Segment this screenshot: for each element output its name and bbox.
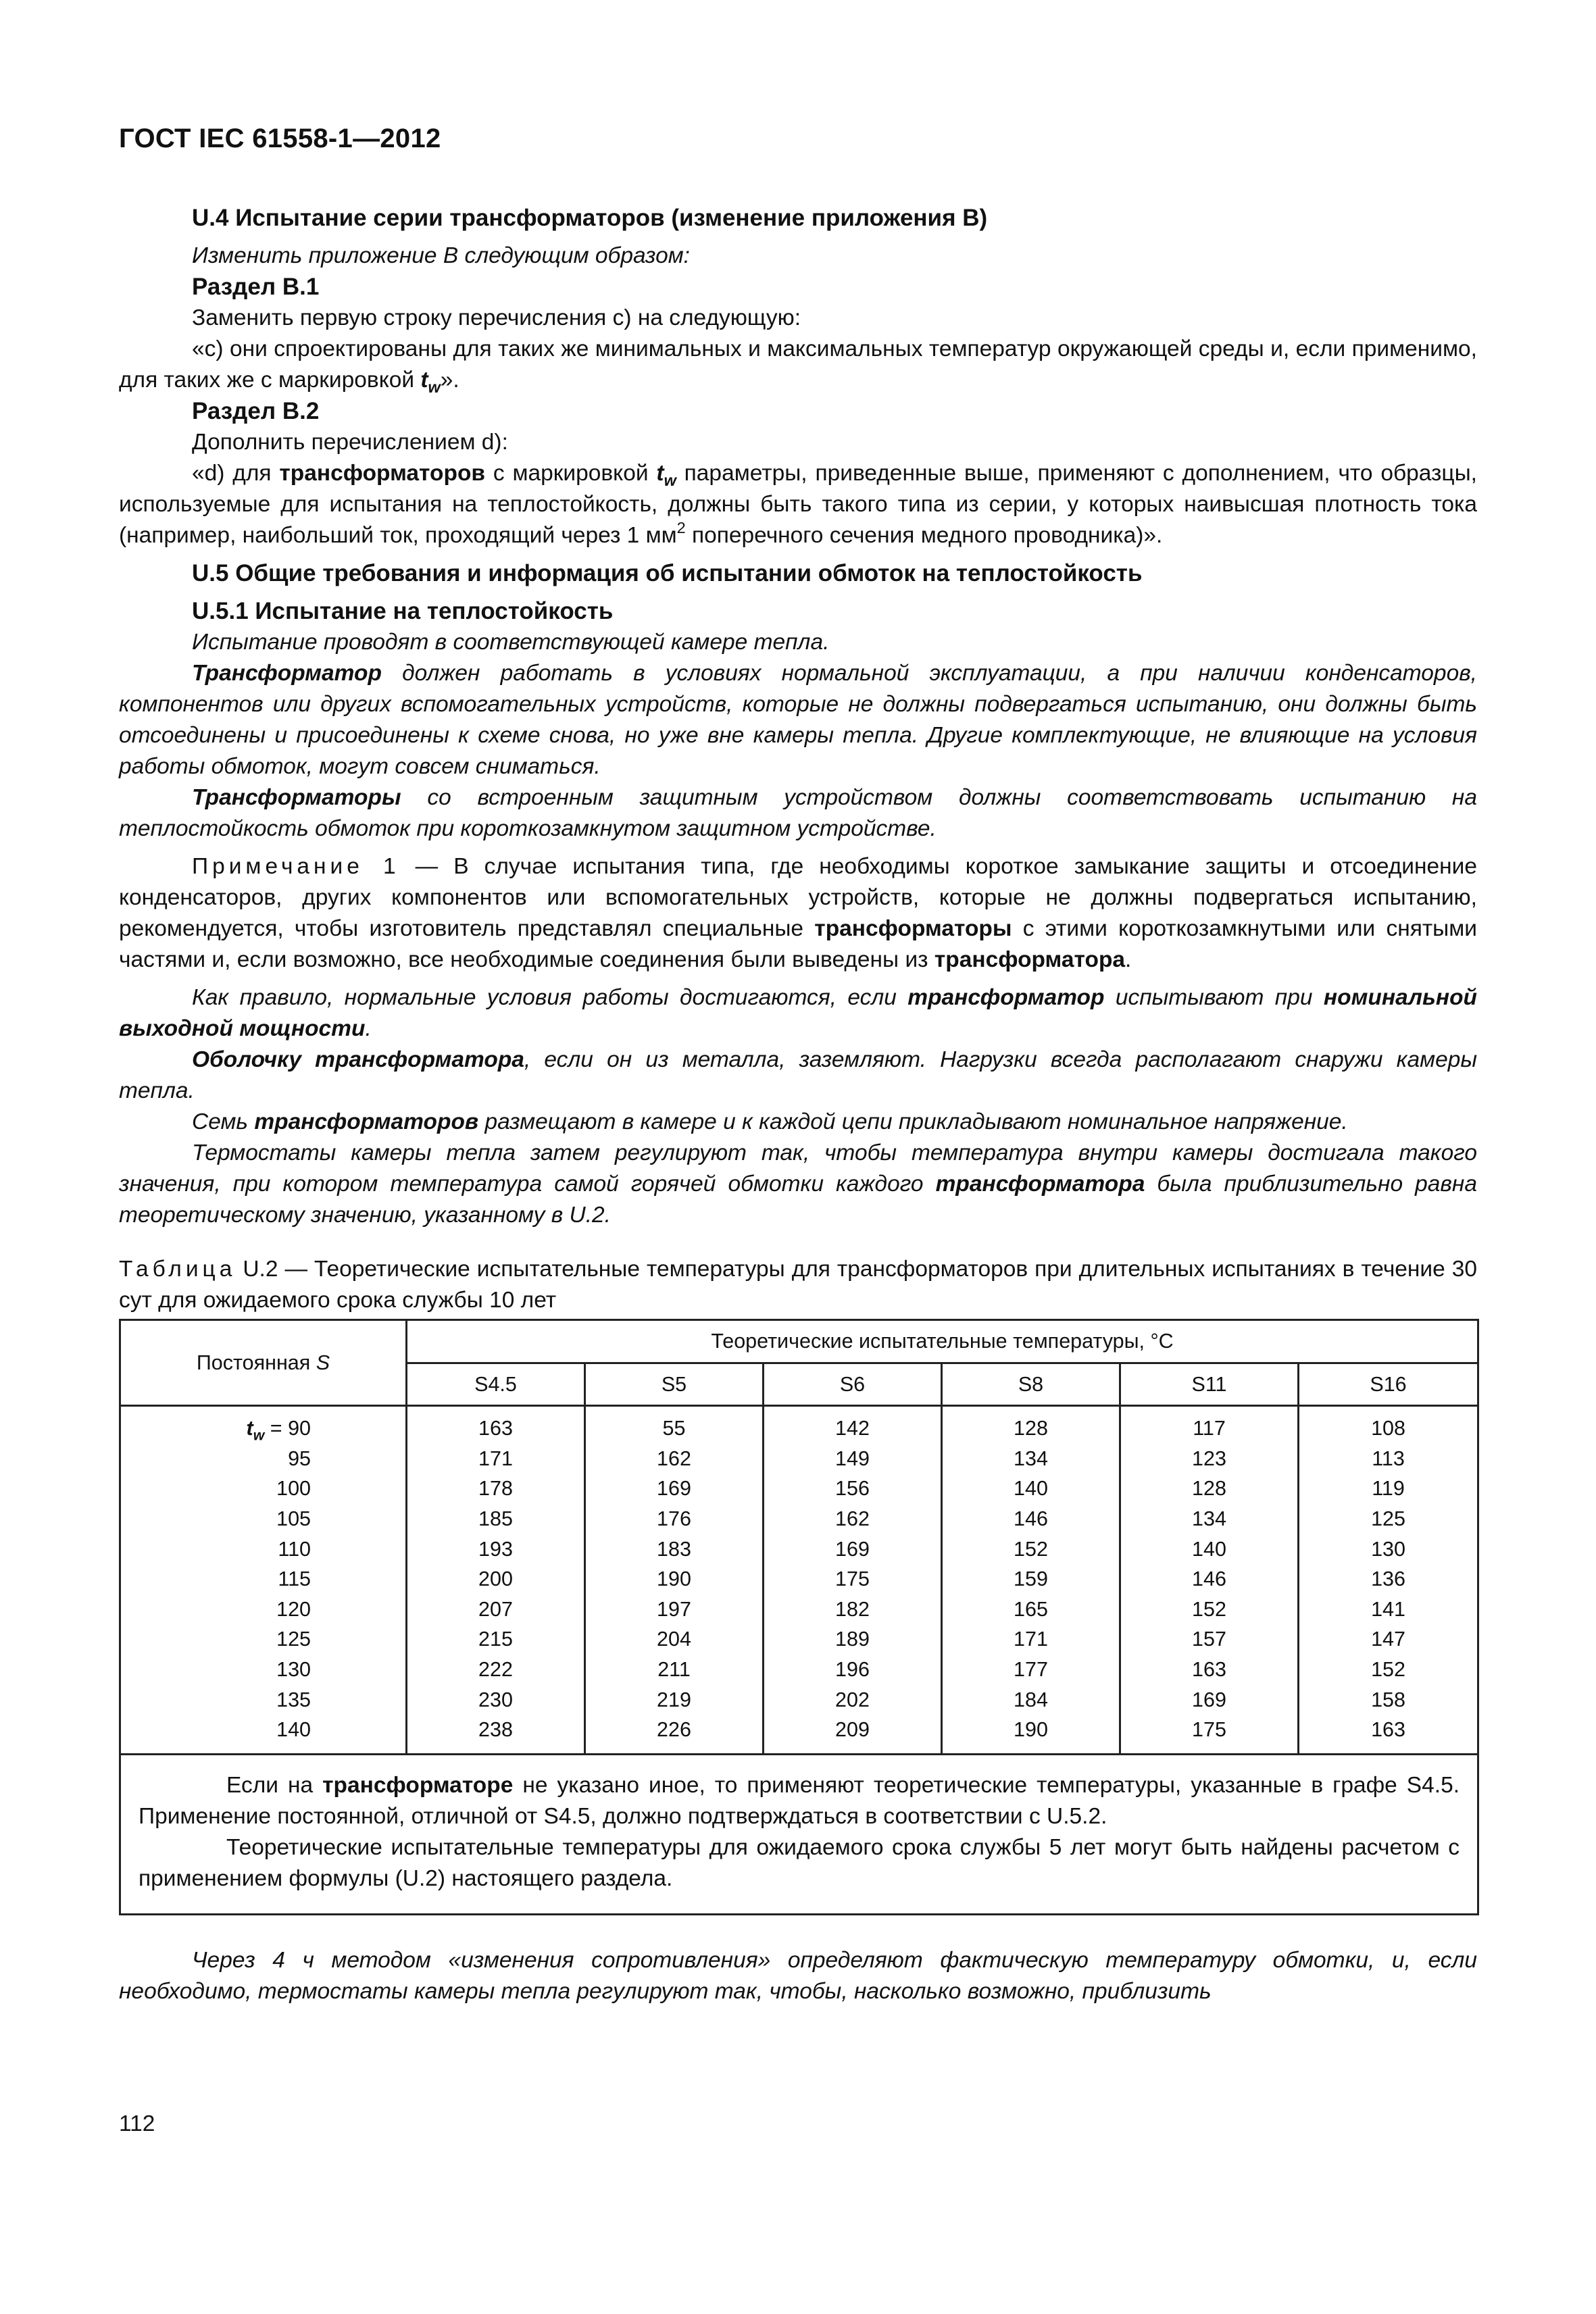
tw-value: 105 xyxy=(276,1507,311,1530)
page-content xyxy=(119,203,1477,2007)
column-s4-5 xyxy=(407,1406,585,1755)
table-cell: 238 xyxy=(478,1718,513,1742)
table-cell: 196 xyxy=(835,1657,870,1681)
column-s6 xyxy=(764,1406,942,1755)
table-cell: 165 xyxy=(1014,1597,1048,1621)
b2-item-d: «d) для трансформаторов с маркировкой $t_w$ параметры, приведенные выше, применяют с дополнением, что образцы, используемые для испытания на теплостойкость, должны быть такого типа из серии, у которых наивысшая плотность тока (например, наибольший ток, проходящий через 1 $мм^2$ поперечного сечения медного проводника)». xyxy=(119,461,1477,548)
table-cell: 125 xyxy=(1371,1507,1405,1530)
table-cell: 215 xyxy=(478,1628,513,1651)
table-cell: 169 xyxy=(657,1477,691,1501)
tw-value: 110 xyxy=(278,1537,311,1561)
table-cell: 128 xyxy=(1014,1417,1048,1440)
table-cell: 182 xyxy=(835,1597,870,1621)
p6: Семь трансформаторов размещают в камере и к каждой цепи прикладывают номинальное напряжение. xyxy=(192,1109,1348,1134)
note-1: Примечание 1 — В случае испытания типа, где необходимы короткое замыкание защиты и отсоединение конденсаторов, других компонентов или вспомогательных устройств, которые не должны подвергаться испытанию, рекомендуется, чтобы изготовитель представлял специальные трансформаторы с этими короткозамкнутыми или снятыми частями и, если возможно, все необходимые соединения были выведены из трансформатора. xyxy=(119,854,1477,972)
column-header-s5: S5 xyxy=(585,1363,764,1406)
u51-p1: Испытание проводят в соответствующей камере тепла. xyxy=(192,630,830,655)
tw-symbol: $t_w$ xyxy=(420,368,441,397)
tw-value: 125 xyxy=(276,1628,311,1651)
table-data-row xyxy=(120,1406,1478,1755)
table-cell: 219 xyxy=(657,1688,691,1711)
p4: Как правило, нормальные условия работы достигаются, если трансформатор испытывают при номинальной выходной мощности. xyxy=(119,985,1477,1041)
column-header-s16: S16 xyxy=(1299,1363,1478,1406)
table-cell: 140 xyxy=(1014,1477,1048,1501)
table-cell: 108 xyxy=(1371,1417,1405,1440)
table-cell: 142 xyxy=(835,1417,870,1440)
table-cell: 130 xyxy=(1371,1537,1405,1561)
b1-quote: «c) они спроектированы для таких же минимальных и максимальных температур окружающей среды и, если применимо, для таких же с маркировкой $t_w$». xyxy=(119,336,1477,397)
table-cell: 156 xyxy=(835,1477,870,1501)
group-header: Теоретические испытательные температуры, °C xyxy=(407,1320,1478,1363)
section-u5-heading: U.5 Общие требования и информация об испытании обмоток на теплостойкость xyxy=(192,560,1143,586)
table-cell: 175 xyxy=(835,1567,870,1591)
b2-instruction: Дополнить перечислением d): xyxy=(192,430,508,455)
document-header: ГОСТ IEC 61558-1—2012 xyxy=(119,124,441,153)
tw-value: 130 xyxy=(276,1657,311,1681)
column-header-s4-5: S4.5 xyxy=(407,1363,585,1406)
table-cell: 209 xyxy=(835,1718,870,1742)
column-s16 xyxy=(1299,1406,1478,1755)
table-cell: 204 xyxy=(657,1628,691,1651)
table-cell: 226 xyxy=(657,1718,691,1742)
table-cell: 189 xyxy=(835,1628,870,1651)
table-cell: 190 xyxy=(1014,1718,1048,1742)
final-paragraph: Через 4 ч методом «изменения сопротивления» определяют фактическую температуру обмотки, и, если необходимо, термостаты камеры тепла регулируют так, чтобы, насколько возможно, приблизить xyxy=(119,1947,1477,2004)
tw-value: 135 xyxy=(276,1688,311,1711)
table-cell: 162 xyxy=(835,1507,870,1530)
u51-p2: Трансформатор должен работать в условиях нормальной эксплуатации, а при наличии конденсаторов, компонентов или других вспомогательных устройств, которые не должны подвергаться испытанию, они должны быть отсоединены и присоединены к схеме снова, но уже вне камеры тепла. Другие комплектующие, не влияющие на условия работы обмоток, могут совсем сниматься. xyxy=(119,661,1477,779)
table-cell: 169 xyxy=(1192,1688,1226,1711)
table-cell: 136 xyxy=(1371,1567,1405,1591)
p7: Термостаты камеры тепла затем регулируют так, чтобы температура внутри камеры достигала такого значения, при котором температура самой горячей обмотки каждого трансформатора была приблизительно равна теоретическому значению, указанному в U.2. xyxy=(119,1140,1477,1228)
table-cell: 184 xyxy=(1014,1688,1048,1711)
table-cell: 146 xyxy=(1014,1507,1048,1530)
tw-value: 115 xyxy=(278,1567,311,1591)
section-b1-heading: Раздел B.1 xyxy=(192,274,320,300)
table-cell: 55 xyxy=(662,1417,686,1440)
table-cell: 152 xyxy=(1192,1597,1226,1621)
b1-instruction: Заменить первую строку перечисления c) на следующую: xyxy=(192,305,801,330)
table-cell: 230 xyxy=(478,1688,513,1711)
column-s8 xyxy=(942,1406,1120,1755)
table-cell: 178 xyxy=(478,1477,513,1501)
table-cell: 211 xyxy=(657,1657,691,1681)
table-cell: 162 xyxy=(657,1447,691,1470)
table-cell: 141 xyxy=(1371,1597,1405,1621)
column-header-s11: S11 xyxy=(1120,1363,1299,1406)
table-cell: 207 xyxy=(478,1597,513,1621)
p5: Оболочку трансформатора, если он из металла, заземляют. Нагрузки всегда располагают снаружи камеры тепла. xyxy=(119,1047,1477,1103)
column-s5 xyxy=(585,1406,764,1755)
tw-symbol: $t_w$ xyxy=(656,461,676,490)
table-cell: 193 xyxy=(478,1537,513,1561)
page-number: 112 xyxy=(119,2111,155,2136)
table-cell: 140 xyxy=(1192,1537,1226,1561)
table-cell: 171 xyxy=(1014,1628,1048,1651)
table-cell: 159 xyxy=(1014,1567,1048,1591)
tw-value: $t_w = 90$ xyxy=(246,1417,311,1444)
table-cell: 128 xyxy=(1192,1477,1226,1501)
table-cell: 134 xyxy=(1192,1507,1226,1530)
table-cell: 171 xyxy=(478,1447,513,1470)
table-cell: 202 xyxy=(835,1688,870,1711)
table-cell: 149 xyxy=(835,1447,870,1470)
table-cell: 134 xyxy=(1014,1447,1048,1470)
table-cell: 157 xyxy=(1192,1628,1226,1651)
tw-value: 95 xyxy=(288,1447,311,1470)
constant-header: Постоянная S xyxy=(120,1320,407,1406)
table-cell: 185 xyxy=(478,1507,513,1530)
table-cell: 113 xyxy=(1372,1447,1405,1470)
table-cell: 123 xyxy=(1192,1447,1226,1470)
table-cell: 146 xyxy=(1192,1567,1226,1591)
table-cell: 177 xyxy=(1014,1657,1048,1681)
table-cell: 200 xyxy=(478,1567,513,1591)
table-cell: 163 xyxy=(478,1417,513,1440)
table-cell: 183 xyxy=(657,1537,691,1561)
table-cell: 222 xyxy=(478,1657,513,1681)
table-cell: 119 xyxy=(1372,1477,1405,1501)
table-note: Если на трансформаторе не указано иное, то применяют теоретические температуры, указанные в графе S4.5. Применение постоянной, отличной от S4.5, должно подтверждаться в соответствии с U.5.2. Теоретические испытательные температуры для ожидаемого срока службы 5 лет могут быть найдены расчетом с применением формулы (U.2) настоящего раздела. xyxy=(120,1754,1478,1914)
table-cell: 147 xyxy=(1371,1628,1405,1651)
column-header-s6: S6 xyxy=(764,1363,942,1406)
tw-column xyxy=(120,1406,407,1755)
table-cell: 176 xyxy=(657,1507,691,1530)
table-cell: 152 xyxy=(1371,1657,1405,1681)
section-u4-heading: U.4 Испытание серии трансформаторов (изменение приложения B) xyxy=(192,205,988,231)
section-u51-heading: U.5.1 Испытание на теплостойкость xyxy=(192,598,614,624)
table-cell: 190 xyxy=(657,1567,691,1591)
column-s11 xyxy=(1120,1406,1299,1755)
table-cell: 169 xyxy=(835,1537,870,1561)
table-caption: Таблица U.2 — Теоретические испытательные температуры для трансформаторов при длительных испытаниях в течение 30 сут для ожидаемого срока службы 10 лет xyxy=(119,1257,1477,1313)
tw-value: 120 xyxy=(276,1597,311,1621)
table-cell: 163 xyxy=(1371,1718,1405,1742)
table-cell: 117 xyxy=(1193,1417,1226,1440)
column-header-s8: S8 xyxy=(942,1363,1120,1406)
tw-value: 100 xyxy=(276,1477,311,1501)
table-cell: 175 xyxy=(1192,1718,1226,1742)
table-cell: 197 xyxy=(657,1597,691,1621)
tw-symbol: $t_w$ xyxy=(246,1417,265,1444)
temperature-table xyxy=(119,1319,1479,1915)
table-cell: 158 xyxy=(1371,1688,1405,1711)
table-cell: 152 xyxy=(1014,1537,1048,1561)
u51-p3: Трансформаторы со встроенным защитным устройством должны соответствовать испытанию на теплостойкость обмоток при короткозамкнутом защитном устройстве. xyxy=(119,785,1477,841)
table-cell: 163 xyxy=(1192,1657,1226,1681)
u4-intro: Изменить приложение B следующим образом: xyxy=(192,243,690,268)
tw-value: 140 xyxy=(276,1718,311,1742)
section-b2-heading: Раздел B.2 xyxy=(192,398,320,424)
